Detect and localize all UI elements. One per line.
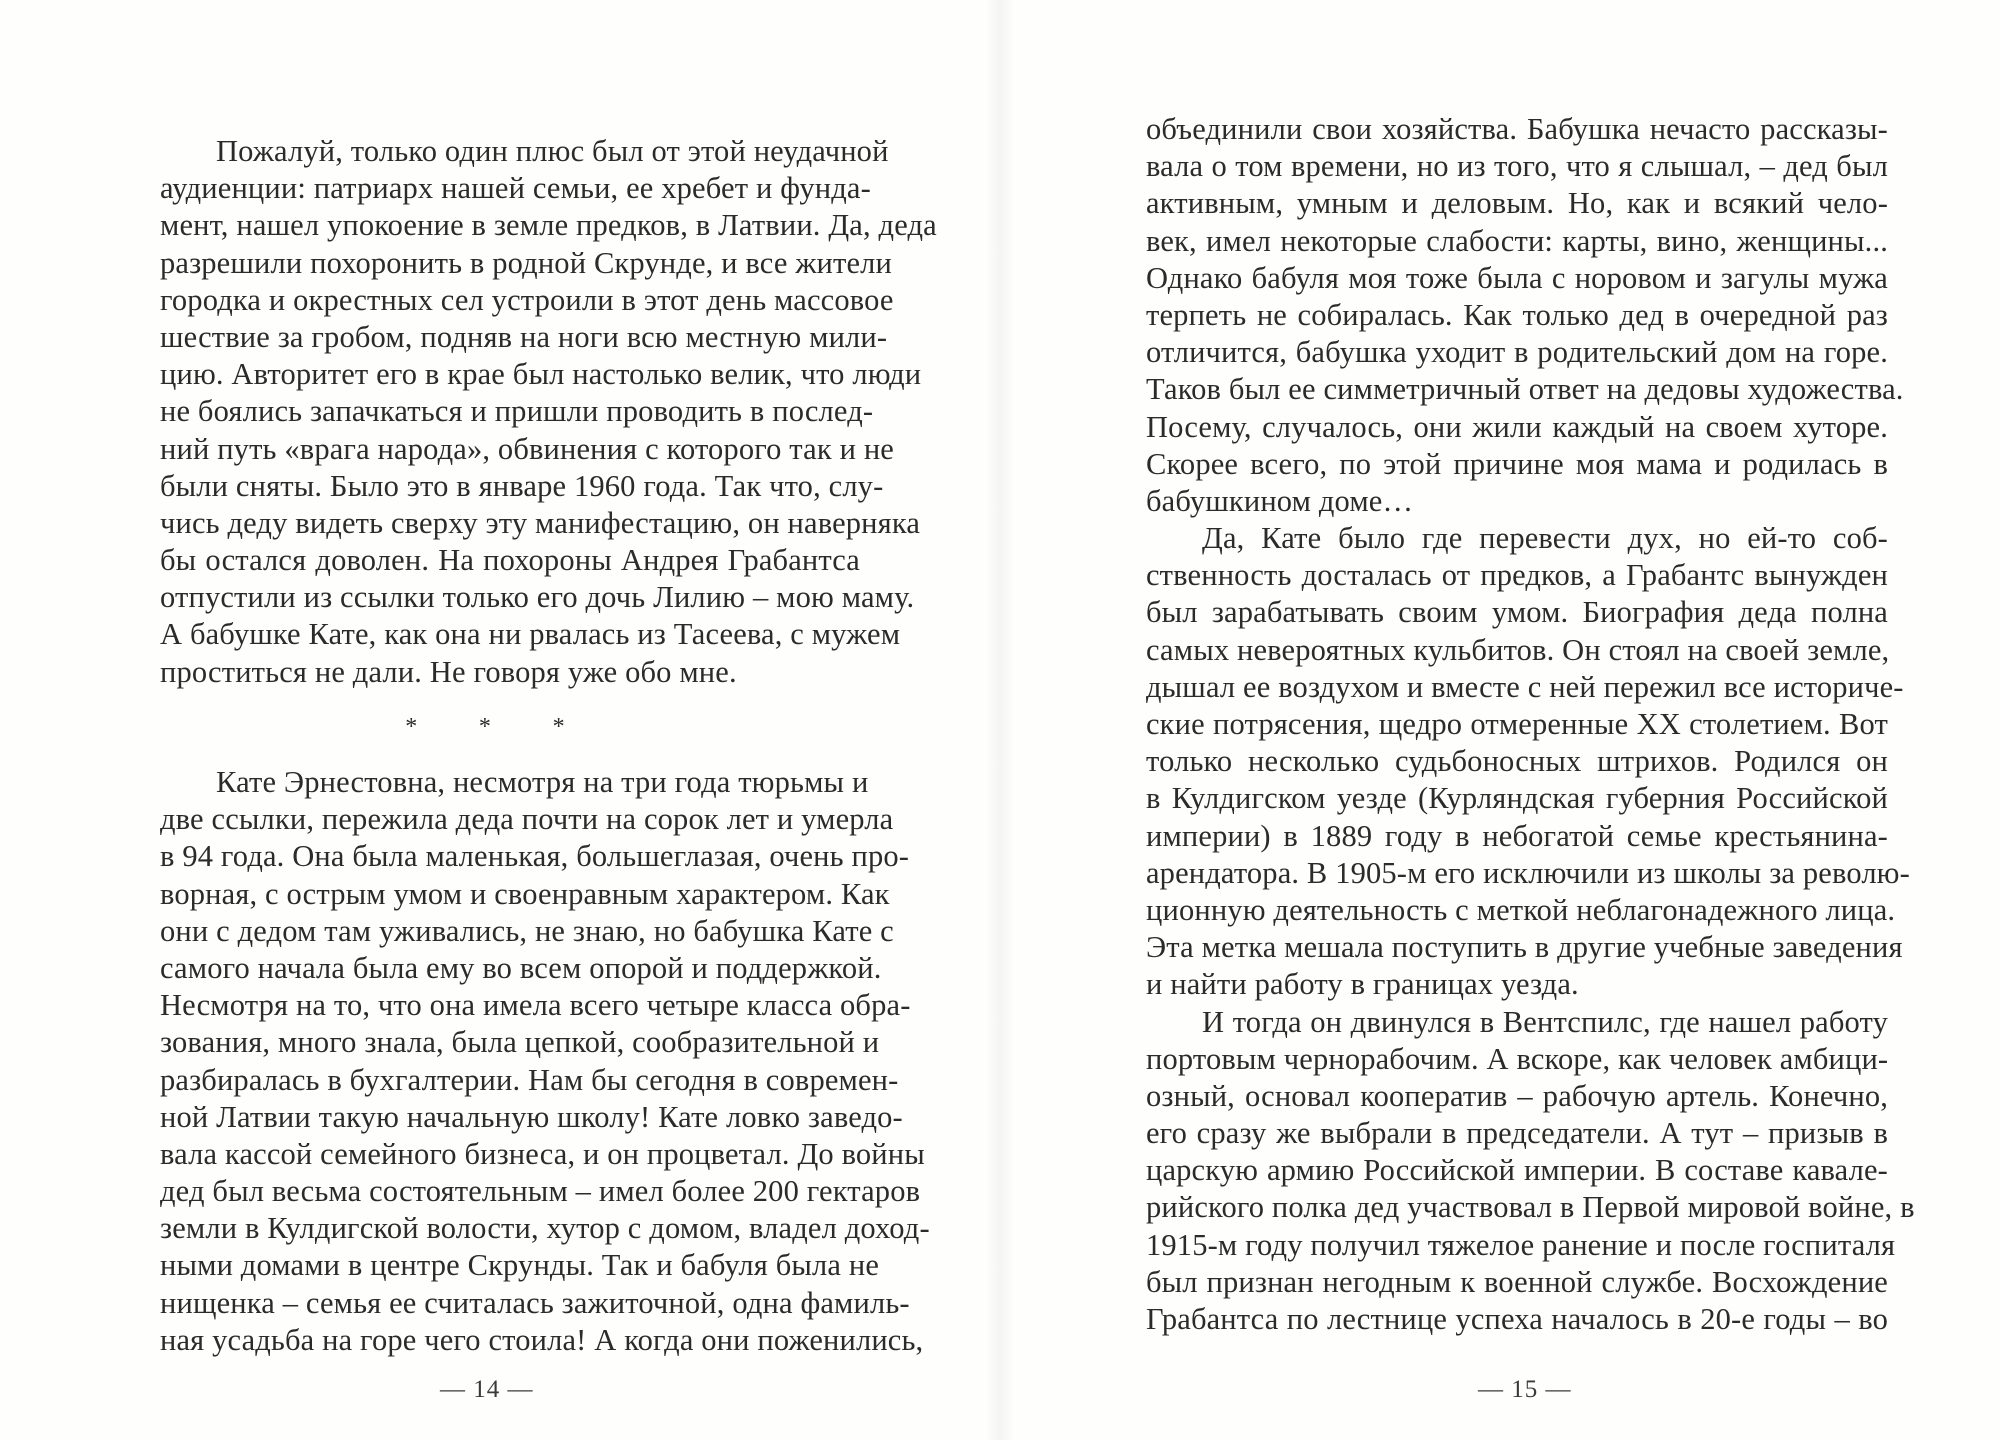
text-line: бы остался доволен. На похороны Андрея Грабантса — [160, 543, 860, 578]
text-line: царскую армию Российской империи. В составе кавале- — [1146, 1153, 1888, 1188]
text-line: век, имел некоторые слабости: карты, вино, женщины... — [1146, 223, 1888, 258]
text-line: ственность досталась от предков, а Грабантс вынужден — [1146, 558, 1888, 593]
text-line: Пожалуй, только один плюс был от этой неудачной — [216, 134, 889, 168]
text-line: Грабантса по лестнице успеха началось в 20-е годы – во — [1146, 1302, 1888, 1336]
text-line: самого начала была ему во всем опорой и поддержкой. — [160, 950, 882, 985]
text-line: вала кассой семейного бизнеса, и он процветал. До войны — [160, 1136, 925, 1171]
text-line: ворная, с острым умом и своенравным характером. Как — [160, 876, 890, 911]
text-line: был зарабатывать своим умом. Биография деда полна — [1146, 595, 1888, 630]
text-line: они с дедом там уживались, не знаю, но бабушка Кате с — [160, 913, 894, 948]
section-separator: * * * — [405, 713, 565, 740]
text-line: Посему, случалось, они жили каждый на своем хуторе. — [1146, 409, 1888, 444]
text-line: цию. Авторитет его в крае был настолько велик, что люди — [160, 357, 922, 392]
text-line: бабушкином доме… — [1146, 483, 1414, 518]
text-line: в 94 года. Она была маленькая, большеглазая, очень про- — [160, 839, 910, 874]
text-line: отпустили из ссылки только его дочь Лилию – мою маму. — [160, 580, 915, 615]
text-line: Несмотря на то, что она имела всего четыре класса обра- — [160, 988, 911, 1023]
page-number: — 15 — — [1478, 1376, 1572, 1403]
text-line: объединили свои хозяйства. Бабушка нечасто рассказы- — [1146, 112, 1888, 146]
text-line: портовым чернорабочим. А вскоре, как человек амбици- — [1146, 1041, 1889, 1076]
text-line: ной Латвии такую начальную школу! Кате ловко заведо- — [160, 1099, 903, 1134]
text-line: ционную деятельность с меткой неблагонадежного лица. — [1146, 892, 1896, 927]
text-line: озный, основал кооператив – рабочую артель. Конечно, — [1146, 1078, 1888, 1113]
text-line: проститься не дали. Не говоря уже обо мне. — [160, 654, 737, 689]
text-line: нищенка – семья ее считалась зажиточной, одна фамиль- — [160, 1285, 910, 1320]
text-line: терпеть не собиралась. Как только дед в очередной раз — [1146, 297, 1888, 332]
text-line: чись деду видеть сверху эту манифестацию, он наверняка — [160, 505, 921, 540]
text-line: земли в Кулдигской волости, хутор с домом, владел доход- — [160, 1211, 930, 1246]
text-line: арендатора. В 1905-м его исключили из школы за револю- — [1146, 855, 1910, 890]
text-line: в Кулдигском уезде (Курляндская губерния Российской — [1146, 781, 1888, 816]
text-line: Скорее всего, по этой причине моя мама и родилась в — [1146, 446, 1888, 481]
text-line: рийского полка дед участвовал в Первой мировой войне, в — [1146, 1190, 1915, 1225]
text-line: разрешили похоронить в родной Скрунде, и все жители — [160, 245, 893, 280]
text-line: 1915-м году получил тяжелое ранение и после госпиталя — [1146, 1227, 1896, 1262]
text-line: ний путь «врага народа», обвинения с которого так и не — [160, 431, 894, 466]
right-page-text — [1146, 111, 1915, 1338]
page-number: — 14 — — [440, 1376, 534, 1403]
text-line: Таков был ее симметричный ответ на дедовы художества. — [1146, 372, 1904, 407]
text-line: Кате Эрнестовна, несмотря на три года тюрьмы и — [216, 765, 869, 799]
text-line: были сняты. Было это в январе 1960 года. Так что, слу- — [160, 468, 884, 503]
text-line: мент, нашел упокоение в земле предков, в Латвии. Да, деда — [160, 208, 937, 243]
text-line: ными домами в центре Скрунды. Так и бабуля была не — [160, 1248, 880, 1283]
text-line: только несколько судьбоносных штрихов. Родился он — [1146, 744, 1888, 779]
text-line: аудиенции: патриарх нашей семьи, ее хребет и фунда- — [160, 171, 871, 206]
text-line: ские потрясения, щедро отмеренные XX столетием. Вот — [1146, 707, 1888, 741]
left-page-text — [160, 133, 937, 1359]
text-line: Однако бабуля моя тоже была с норовом и загулы мужа — [1146, 260, 1888, 295]
right-page — [1000, 0, 2000, 1440]
text-line: активным, умным и деловым. Но, как и всякий чело- — [1146, 186, 1888, 221]
text-line: разбиралась в бухгалтерии. Нам бы сегодня в современ- — [160, 1062, 899, 1097]
text-line: шествие за гробом, подняв на ноги всю местную мили- — [160, 319, 888, 354]
text-line: отличится, бабушка уходит в родительский дом на горе. — [1146, 335, 1888, 370]
text-line: его сразу же выбрали в председатели. А тут – призыв в — [1146, 1116, 1888, 1151]
text-line: А бабушке Кате, как она ни рвалась из Тасеева, с мужем — [160, 617, 901, 652]
text-line: был признан негодным к военной службе. Восхождение — [1146, 1264, 1888, 1299]
text-line: Эта метка мешала поступить в другие учебные заведения — [1146, 930, 1903, 965]
text-line: вала о том времени, но из того, что я слышал, – дед был — [1146, 149, 1888, 184]
text-line: ная усадьба на горе чего стоила! А когда они поженились, — [160, 1322, 924, 1357]
text-line: две ссылки, пережила деда почти на сорок лет и умерла — [160, 802, 894, 837]
text-line: не боялись запачкаться и пришли проводить в послед- — [160, 394, 874, 429]
text-line: И тогда он двинулся в Вентспилс, где нашел работу — [1202, 1004, 1888, 1039]
text-line: дед был весьма состоятельным – имел более 200 гектаров — [160, 1174, 921, 1209]
text-line: самых невероятных кульбитов. Он стоял на своей земле, — [1146, 632, 1890, 667]
text-line: и найти работу в границах уезда. — [1146, 967, 1579, 1002]
text-line: городка и окрестных сел устроили в этот день массовое — [160, 282, 894, 317]
text-line: империи) в 1889 году в небогатой семье крестьянина- — [1146, 818, 1888, 853]
text-line: зования, много знала, была цепкой, сообразительной и — [160, 1025, 880, 1060]
text-line: дышал ее воздухом и вместе с ней пережил все историче- — [1146, 669, 1904, 704]
text-line: Да, Кате было где перевести дух, но ей-то соб- — [1202, 521, 1888, 556]
